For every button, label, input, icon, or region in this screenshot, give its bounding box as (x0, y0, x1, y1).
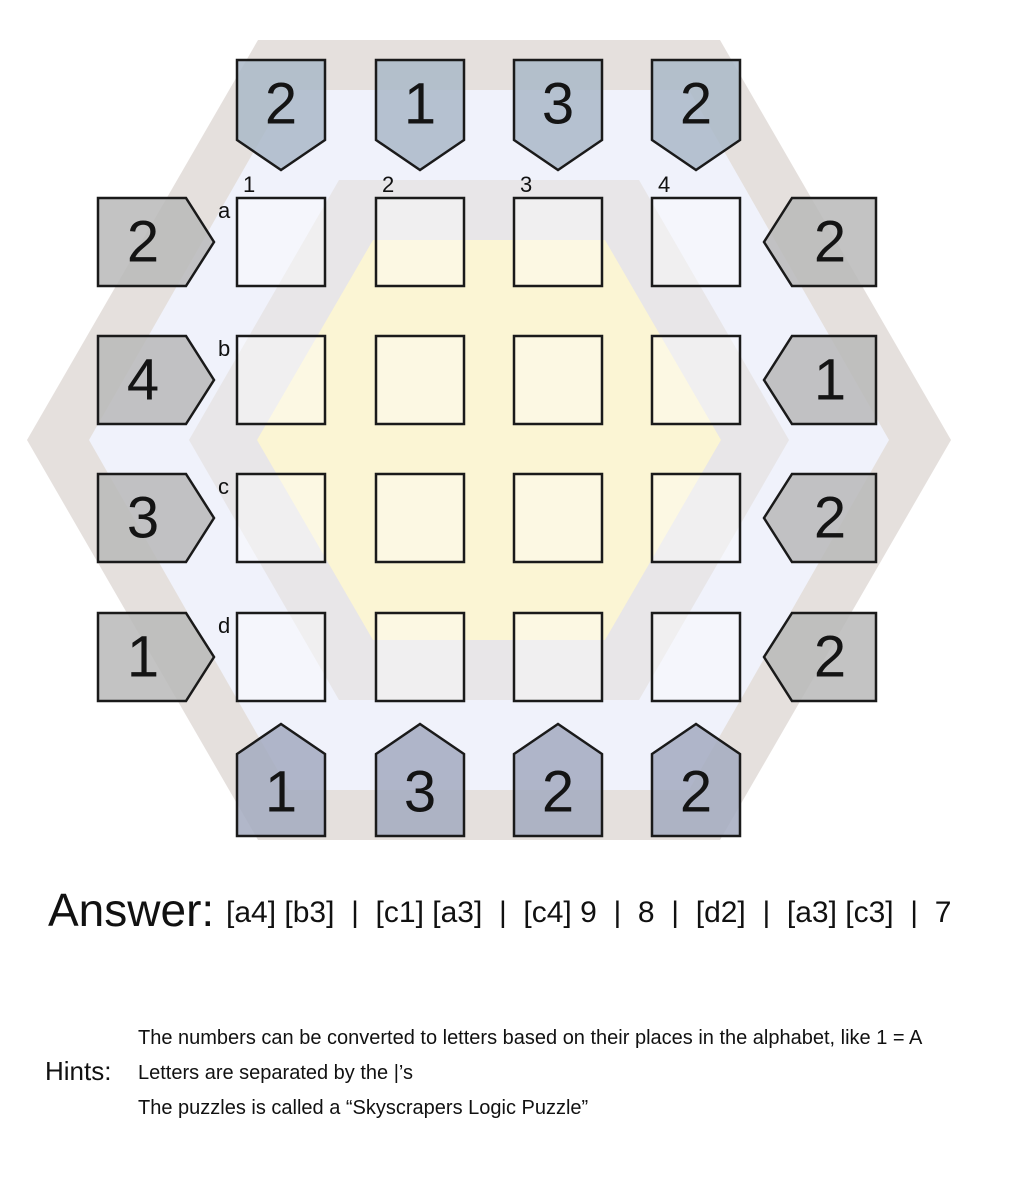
hint-line: The puzzles is called a “Skyscrapers Logic Puzzle” (138, 1097, 589, 1119)
clue-number: 2 (264, 71, 298, 137)
grid-cell-d4[interactable] (652, 613, 740, 701)
grid-cell-d1[interactable] (237, 613, 325, 701)
row-label: b (218, 336, 231, 361)
hint-line: The numbers can be converted to letters based on their places in the alphabet, like 1 = A (138, 1027, 923, 1049)
column-label: 2 (382, 172, 395, 197)
grid-cell-b4[interactable] (652, 336, 740, 424)
clue-number: 1 (403, 71, 437, 137)
grid-cell-a1[interactable] (237, 198, 325, 286)
grid-cell-c3[interactable] (514, 474, 602, 562)
clue-number: 3 (403, 759, 437, 825)
clue-number: 4 (126, 347, 160, 413)
clue-number: 2 (813, 209, 847, 275)
hint-line: Letters are separated by the |’s (138, 1062, 413, 1084)
grid-cell-b2[interactable] (376, 336, 464, 424)
clue-number: 3 (541, 71, 575, 137)
clue-number: 2 (679, 71, 713, 137)
column-label: 4 (658, 172, 671, 197)
answer-title: Answer: (48, 884, 215, 936)
grid-cell-a4[interactable] (652, 198, 740, 286)
column-label: 3 (520, 172, 533, 197)
clue-number: 2 (679, 759, 713, 825)
clue-number: 2 (813, 485, 847, 551)
row-label: a (218, 198, 231, 223)
clue-number: 3 (126, 485, 160, 551)
clue-number: 1 (264, 759, 298, 825)
grid-cell-c4[interactable] (652, 474, 740, 562)
clue-number: 2 (541, 759, 575, 825)
grid-cell-b3[interactable] (514, 336, 602, 424)
clue-number: 1 (126, 624, 160, 690)
hints-title: Hints: (45, 1056, 112, 1086)
grid-cell-a3[interactable] (514, 198, 602, 286)
clue-number: 2 (813, 624, 847, 690)
column-label: 1 (243, 172, 256, 197)
grid-cell-c2[interactable] (376, 474, 464, 562)
grid-cell-d3[interactable] (514, 613, 602, 701)
row-label: c (218, 474, 229, 499)
grid-cell-a2[interactable] (376, 198, 464, 286)
grid-cell-c1[interactable] (237, 474, 325, 562)
row-label: d (218, 613, 231, 638)
clue-number: 1 (813, 347, 847, 413)
answer-code: [a4] [b3] | [c1] [a3] | [c4] 9 | 8 | [d2] | [a3] [c3] | 7 (226, 896, 952, 929)
grid-cell-d2[interactable] (376, 613, 464, 701)
clue-number: 2 (126, 209, 160, 275)
grid-cell-b1[interactable] (237, 336, 325, 424)
hexagon-background (27, 40, 951, 840)
